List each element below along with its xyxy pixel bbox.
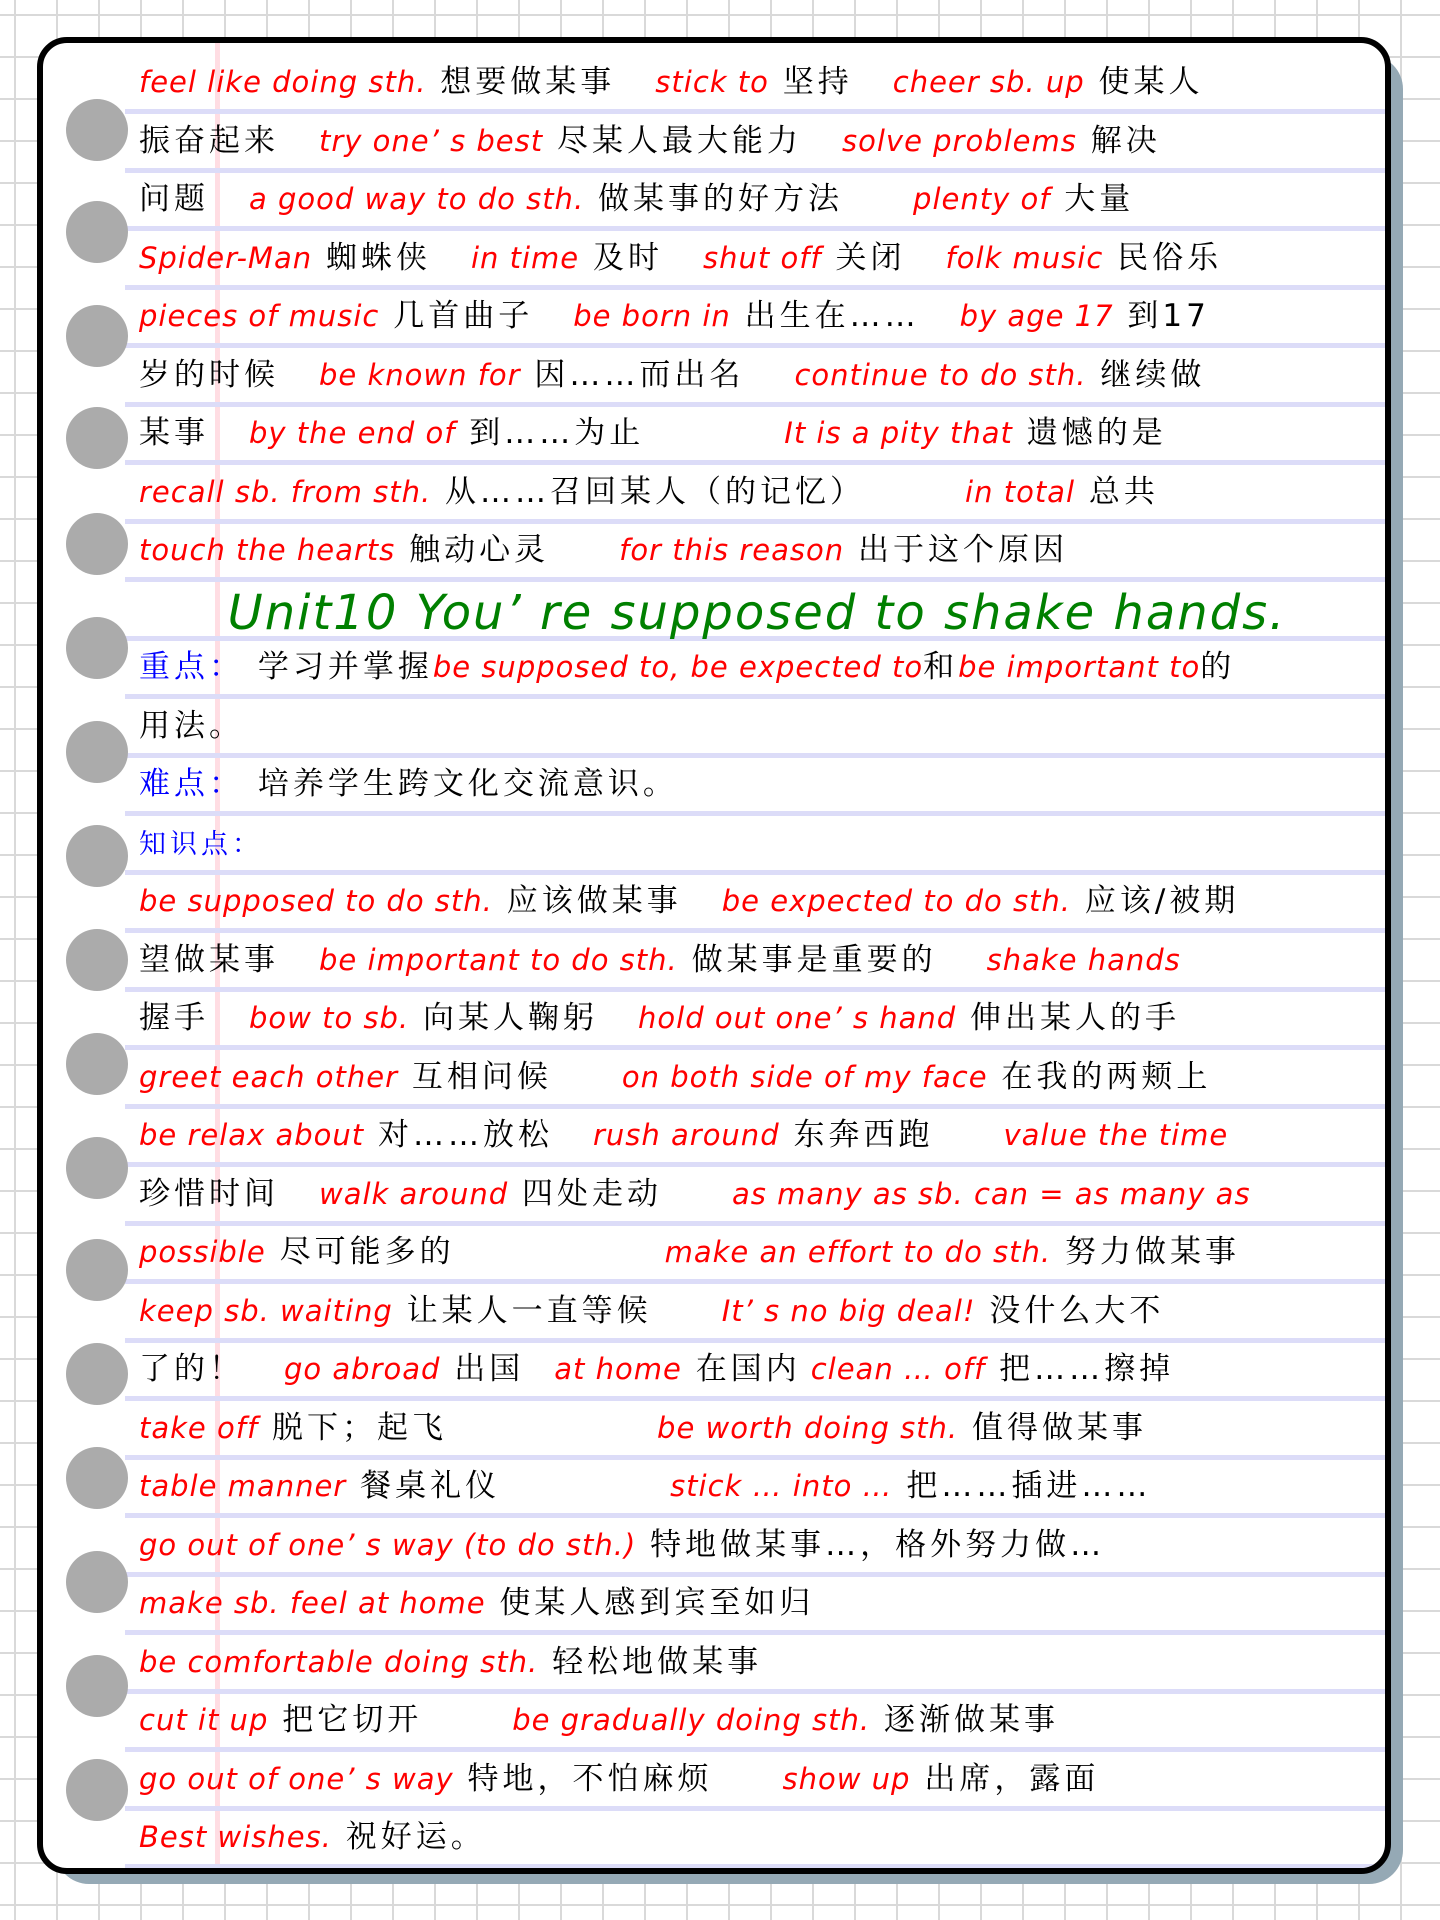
chinese-meaning: 尽某人最大能力 — [543, 122, 802, 159]
english-phrase: be important to — [958, 650, 1201, 684]
chinese-meaning: 向某人鞠躬 — [409, 1000, 599, 1036]
english-phrase: recall sb. from sth. — [139, 474, 432, 509]
binder-hole — [66, 1551, 128, 1613]
chinese-meaning: 餐桌礼仪 — [346, 1468, 501, 1504]
english-phrase: be gradually doing sth. — [512, 1703, 871, 1737]
chinese-meaning: 尽可能多的 — [265, 1234, 455, 1270]
english-phrase: stick … into … — [670, 1469, 893, 1503]
english-phrase: go out of one’ s way — [139, 1761, 454, 1796]
english-phrase: be born in — [573, 299, 731, 333]
chinese-meaning: 应该做某事 — [492, 883, 682, 919]
chinese-meaning: 总共 — [1075, 473, 1159, 510]
english-phrase: keep sb. waiting — [139, 1293, 393, 1328]
english-phrase: stick to — [655, 65, 769, 99]
english-phrase: be known for — [319, 357, 521, 392]
unit-title — [139, 584, 1375, 642]
english-phrase: a good way to do sth. — [249, 182, 585, 216]
english-phrase: make an effort to do sth. — [664, 1235, 1052, 1269]
note-line — [139, 1048, 1375, 1106]
chinese-meaning: 东奔西跑 — [779, 1117, 934, 1153]
english-phrase: go out of one’ s way (to do sth.) — [139, 1527, 637, 1562]
binder-hole — [66, 1655, 128, 1717]
english-phrase: cut it up — [139, 1703, 269, 1737]
english-phrase: greet each other — [139, 1059, 399, 1094]
chinese-meaning: 关闭 — [821, 239, 906, 276]
section-label: 知识点： — [139, 828, 263, 860]
english-phrase: for this reason — [619, 533, 845, 567]
chinese-meaning: 了的！ — [139, 1351, 244, 1387]
english-phrase: as many as sb. can = as many as — [732, 1176, 1251, 1211]
chinese-meaning: 出席，露面 — [910, 1760, 1100, 1797]
chinese-meaning: 民俗乐 — [1103, 239, 1223, 276]
note-line — [139, 1282, 1375, 1340]
english-phrase: plenty of — [913, 182, 1051, 216]
english-phrase: It’ s no big deal! — [721, 1293, 976, 1328]
english-phrase: show up — [782, 1761, 911, 1796]
binder-hole — [66, 407, 128, 469]
english-phrase: value the time — [1003, 1118, 1229, 1152]
english-phrase: walk around — [319, 1176, 509, 1211]
english-phrase: folk music — [945, 240, 1104, 275]
binder-hole — [66, 1447, 128, 1509]
binder-hole — [66, 1137, 128, 1199]
chinese-meaning: 从……召回某人（的记忆） — [431, 473, 866, 510]
note-line — [139, 463, 1375, 521]
english-phrase: shut off — [703, 240, 822, 275]
binder-hole — [66, 1759, 128, 1821]
chinese-meaning: 做某事的好方法 — [584, 181, 844, 217]
english-phrase: hold out one’ s hand — [638, 1001, 957, 1035]
chinese-meaning: 特地做某事…，格外努力做… — [636, 1526, 1106, 1563]
note-line — [139, 1808, 1375, 1866]
english-phrase: feel like doing sth. — [139, 65, 427, 99]
english-phrase: make sb. feel at home — [139, 1586, 486, 1620]
chinese-meaning: 岁的时候 — [139, 356, 279, 393]
note-line — [139, 170, 1375, 228]
english-phrase: try one’ s best — [319, 123, 544, 158]
note-line — [139, 1574, 1375, 1632]
english-phrase: be supposed to, be expected to — [432, 650, 924, 684]
english-phrase: pieces of music — [139, 299, 380, 333]
chinese-meaning: 在国内 — [681, 1351, 801, 1387]
english-phrase: be expected to do sth. — [721, 884, 1072, 918]
chinese-meaning: 培养学生跨文化交流意识。 — [244, 766, 678, 802]
chinese-meaning: 祝好运。 — [331, 1819, 486, 1855]
note-line — [139, 1691, 1375, 1749]
chinese-meaning: 值得做某事 — [958, 1409, 1148, 1446]
chinese-meaning: 做某事是重要的 — [677, 941, 937, 978]
chinese-meaning: 让某人一直等候 — [392, 1292, 652, 1329]
binder-hole — [66, 1033, 128, 1095]
note-line — [139, 755, 1375, 813]
chinese-meaning: 的 — [1200, 649, 1236, 685]
section-label: 难点： — [139, 766, 244, 802]
chinese-meaning: 对……放松 — [364, 1117, 553, 1153]
chinese-meaning: 望做某事 — [139, 941, 279, 978]
note-line — [139, 53, 1375, 111]
chinese-meaning: 出国 — [440, 1351, 525, 1387]
note-line — [139, 1340, 1375, 1398]
chinese-meaning: 使某人感到宾至如归 — [485, 1585, 815, 1621]
note-line — [139, 521, 1375, 579]
english-phrase: cheer sb. up — [892, 65, 1085, 99]
english-phrase: in time — [470, 240, 580, 275]
english-phrase: be relax about — [139, 1118, 365, 1152]
note-line — [139, 1223, 1375, 1281]
english-phrase: be important to do sth. — [319, 942, 678, 977]
note-line — [139, 1750, 1375, 1808]
english-phrase: by age 17 — [959, 299, 1114, 333]
binder-hole — [66, 513, 128, 575]
english-phrase: clean … off — [810, 1352, 986, 1386]
note-line — [139, 931, 1375, 989]
english-phrase: be worth doing sth. — [657, 1410, 959, 1445]
english-phrase: Spider-Man — [139, 240, 313, 275]
binder-hole — [66, 721, 128, 783]
english-phrase: shake hands — [986, 942, 1181, 977]
chinese-meaning: 出生在…… — [730, 298, 920, 334]
chinese-meaning: 互相问候 — [398, 1058, 552, 1095]
english-phrase: solve problems — [842, 123, 1077, 158]
chinese-meaning: 及时 — [579, 239, 664, 276]
note-line — [139, 112, 1375, 170]
chinese-meaning: 大量 — [1050, 181, 1135, 217]
chinese-meaning: 珍惜时间 — [139, 1175, 279, 1212]
note-line — [139, 989, 1375, 1047]
note-line — [139, 1165, 1375, 1223]
note-line — [139, 697, 1375, 755]
english-phrase: on both side of my face — [621, 1059, 988, 1094]
note-line — [139, 638, 1375, 696]
chinese-meaning: 应该/被期 — [1071, 883, 1240, 919]
english-phrase: take off — [139, 1410, 259, 1445]
chinese-meaning: 坚持 — [768, 64, 853, 100]
chinese-meaning: 想要做某事 — [426, 64, 616, 100]
english-phrase: go abroad — [284, 1352, 441, 1386]
chinese-meaning: 振奋起来 — [139, 122, 279, 159]
english-phrase: touch the hearts — [139, 533, 396, 567]
english-phrase: It is a pity that — [784, 416, 1013, 450]
note-line — [139, 346, 1375, 404]
chinese-meaning: 遗憾的是 — [1012, 415, 1167, 451]
english-phrase: table manner — [139, 1469, 347, 1503]
chinese-meaning: 四处走动 — [508, 1175, 663, 1212]
chinese-meaning: 到……为止 — [455, 415, 645, 451]
chinese-meaning: 轻松地做某事 — [538, 1643, 763, 1680]
binder-hole — [66, 825, 128, 887]
chinese-meaning: 用法。 — [139, 707, 244, 744]
chinese-meaning: 没什么大不 — [975, 1292, 1165, 1329]
chinese-meaning: 把……插进…… — [892, 1468, 1152, 1504]
chinese-meaning: 使某人 — [1084, 64, 1204, 100]
chinese-meaning: 特地，不怕麻烦 — [453, 1760, 713, 1797]
chinese-meaning: 伸出某人的手 — [956, 1000, 1181, 1036]
chinese-meaning: 出于这个原因 — [844, 532, 1068, 568]
english-phrase: bow to sb. — [249, 1001, 410, 1035]
note-line — [139, 229, 1375, 287]
chinese-meaning: 和 — [923, 649, 959, 685]
binder-hole — [66, 305, 128, 367]
binder-hole — [66, 201, 128, 263]
chinese-meaning: 脱下；起飞 — [258, 1409, 448, 1446]
note-line — [139, 1633, 1375, 1691]
chinese-meaning: 把……擦掉 — [985, 1351, 1175, 1387]
binder-hole — [66, 929, 128, 991]
english-phrase: continue to do sth. — [794, 357, 1087, 392]
english-phrase: be comfortable doing sth. — [139, 1644, 539, 1679]
chinese-meaning: 继续做 — [1086, 356, 1206, 393]
note-line — [139, 1516, 1375, 1574]
chinese-meaning: 解决 — [1076, 122, 1161, 159]
english-phrase: be supposed to do sth. — [139, 884, 493, 918]
note-line — [139, 1399, 1375, 1457]
section-label: 重点： — [139, 649, 244, 685]
note-line — [139, 814, 1375, 872]
binder-hole — [66, 1239, 128, 1301]
chinese-meaning: 问题 — [139, 181, 209, 217]
note-line — [139, 1106, 1375, 1164]
chinese-meaning: 努力做某事 — [1051, 1234, 1240, 1270]
english-phrase: rush around — [592, 1118, 780, 1152]
english-phrase: in total — [965, 474, 1076, 509]
english-phrase: possible — [139, 1235, 266, 1269]
binder-hole — [66, 1343, 128, 1405]
english-phrase: by the end of — [249, 416, 456, 450]
chinese-meaning: 触动心灵 — [395, 532, 550, 568]
note-line — [139, 872, 1375, 930]
chinese-meaning: 因……而出名 — [520, 356, 745, 393]
binder-hole — [66, 617, 128, 679]
notebook-page — [37, 37, 1391, 1874]
binder-hole — [66, 99, 128, 161]
chinese-meaning: 握手 — [139, 1000, 209, 1036]
chinese-meaning: 学习并掌握 — [244, 649, 433, 685]
chinese-meaning: 某事 — [139, 415, 209, 451]
note-line — [139, 287, 1375, 345]
unit-title-text: Unit10 You’ re supposed to shake hands. — [227, 584, 1287, 641]
note-line — [139, 404, 1375, 462]
chinese-meaning: 在我的两颊上 — [987, 1058, 1212, 1095]
chinese-meaning: 把它切开 — [268, 1702, 423, 1738]
english-phrase: at home — [554, 1352, 682, 1386]
english-phrase: Best wishes. — [139, 1820, 332, 1854]
chinese-meaning: 蜘蛛侠 — [312, 239, 431, 276]
chinese-meaning: 到17 — [1113, 298, 1210, 334]
chinese-meaning: 逐渐做某事 — [870, 1702, 1059, 1738]
chinese-meaning: 几首曲子 — [379, 298, 534, 334]
note-line — [139, 1457, 1375, 1515]
